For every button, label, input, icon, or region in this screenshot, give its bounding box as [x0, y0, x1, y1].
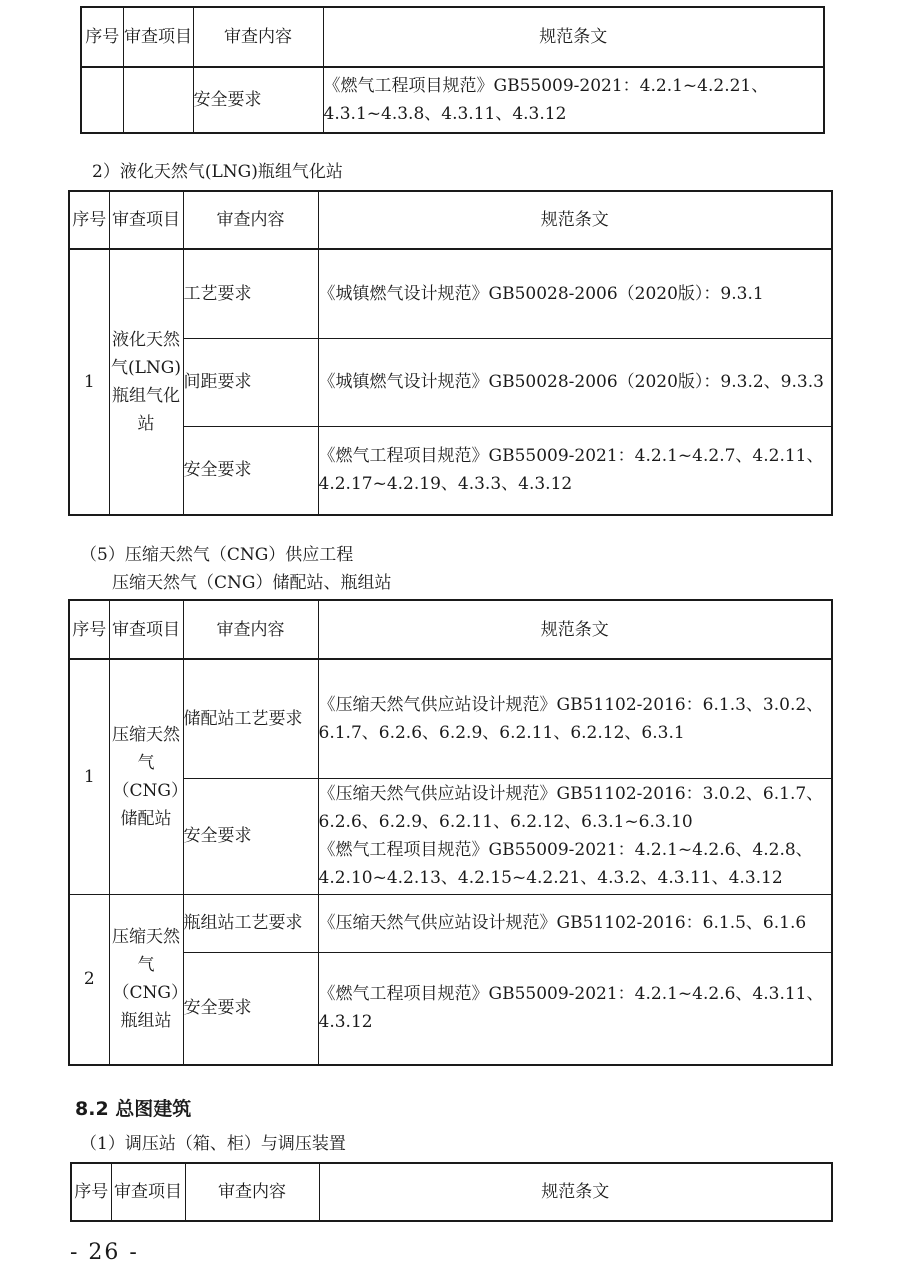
cell-seq: 2: [69, 894, 109, 1065]
spec-table-lng: [68, 190, 833, 516]
cell-clause: 《燃气工程项目规范》GB55009-2021：4.2.1~4.2.6、4.3.11、4.3.12: [318, 952, 832, 1065]
heading-regulator: （1）调压站（箱、柜）与调压装置: [80, 1134, 346, 1154]
cell-clause: 《压缩天然气供应站设计规范》GB51102-2016：6.1.5、6.1.6: [318, 894, 832, 952]
header-seq: 序号: [69, 600, 109, 659]
header-clause: 规范条文: [323, 7, 824, 67]
cell-content: 间距要求: [183, 338, 318, 426]
header-content: 审查内容: [193, 7, 323, 67]
header-seq: 序号: [71, 1163, 111, 1221]
table-row: [69, 426, 832, 515]
cell-content: 工艺要求: [183, 249, 318, 338]
header-item: 审查项目: [123, 7, 193, 67]
table-row: [69, 338, 832, 426]
table-row: [81, 67, 824, 133]
cell-clause: [318, 778, 832, 894]
clause-line: 《压缩天然气供应站设计规范》GB51102-2016：3.0.2、6.1.7、6.2.6、6.2.9、6.2.11、6.2.12、6.3.1~6.3.10: [318, 784, 824, 832]
table-row: [69, 249, 832, 338]
cell-content: 安全要求: [183, 426, 318, 515]
cell-item: 压缩天然气（CNG）瓶组站: [109, 894, 183, 1065]
cell-seq: [81, 67, 123, 133]
header-content: 审查内容: [183, 191, 318, 249]
header-clause: 规范条文: [318, 600, 832, 659]
section-title: 8.2 总图建筑: [75, 1098, 192, 1120]
cell-clause: 《城镇燃气设计规范》GB50028-2006（2020版）：9.3.2、9.3.3: [318, 338, 832, 426]
table-row: [69, 894, 832, 952]
header-clause: 规范条文: [319, 1163, 832, 1221]
heading-cng: （5）压缩天然气（CNG）供应工程: [80, 545, 354, 565]
header-content: 审查内容: [185, 1163, 319, 1221]
subheading-cng: 压缩天然气（CNG）储配站、瓶组站: [112, 573, 392, 593]
header-seq: 序号: [81, 7, 123, 67]
header-item: 审查项目: [109, 600, 183, 659]
table-row: [69, 659, 832, 778]
heading-lng: 2）液化天然气(LNG)瓶组气化站: [92, 162, 343, 182]
cell-clause: 《燃气工程项目规范》GB55009-2021：4.2.1~4.2.7、4.2.11、4.2.17~4.2.19、4.3.3、4.3.12: [318, 426, 832, 515]
cell-content: 瓶组站工艺要求: [183, 894, 318, 952]
clause-line: 《燃气工程项目规范》GB55009-2021：4.2.1~4.2.6、4.2.8、4.2.10~4.2.13、4.2.15~4.2.21、4.3.2、4.3.11、4.3.12: [318, 840, 813, 888]
cell-clause: 《压缩天然气供应站设计规范》GB51102-2016：6.1.3、3.0.2、6.1.7、6.2.6、6.2.9、6.2.11、6.2.12、6.3.1: [318, 659, 832, 778]
spec-table-regulator: [70, 1162, 833, 1222]
cell-seq: 1: [69, 659, 109, 894]
header-item: 审查项目: [109, 191, 183, 249]
cell-item: 压缩天然气（CNG）储配站: [109, 659, 183, 894]
header-item: 审查项目: [111, 1163, 185, 1221]
cell-clause: 《城镇燃气设计规范》GB50028-2006（2020版）：9.3.1: [318, 249, 832, 338]
spec-table-cng: [68, 599, 833, 1066]
header-content: 审查内容: [183, 600, 318, 659]
spec-table-continued: [80, 6, 825, 134]
header-clause: 规范条文: [318, 191, 832, 249]
table-row: [69, 952, 832, 1065]
header-seq: 序号: [69, 191, 109, 249]
cell-seq: 1: [69, 249, 109, 515]
cell-item: 液化天然气(LNG)瓶组气化站: [109, 249, 183, 515]
cell-content: 储配站工艺要求: [183, 659, 318, 778]
cell-item: [123, 67, 193, 133]
cell-content: 安全要求: [183, 952, 318, 1065]
page-number: - 26 -: [70, 1240, 139, 1265]
cell-clause: 《燃气工程项目规范》GB55009-2021：4.2.1~4.2.21、4.3.1~4.3.8、4.3.11、4.3.12: [323, 67, 824, 133]
cell-content: 安全要求: [193, 67, 323, 133]
table-row: [69, 778, 832, 894]
cell-content: 安全要求: [183, 778, 318, 894]
